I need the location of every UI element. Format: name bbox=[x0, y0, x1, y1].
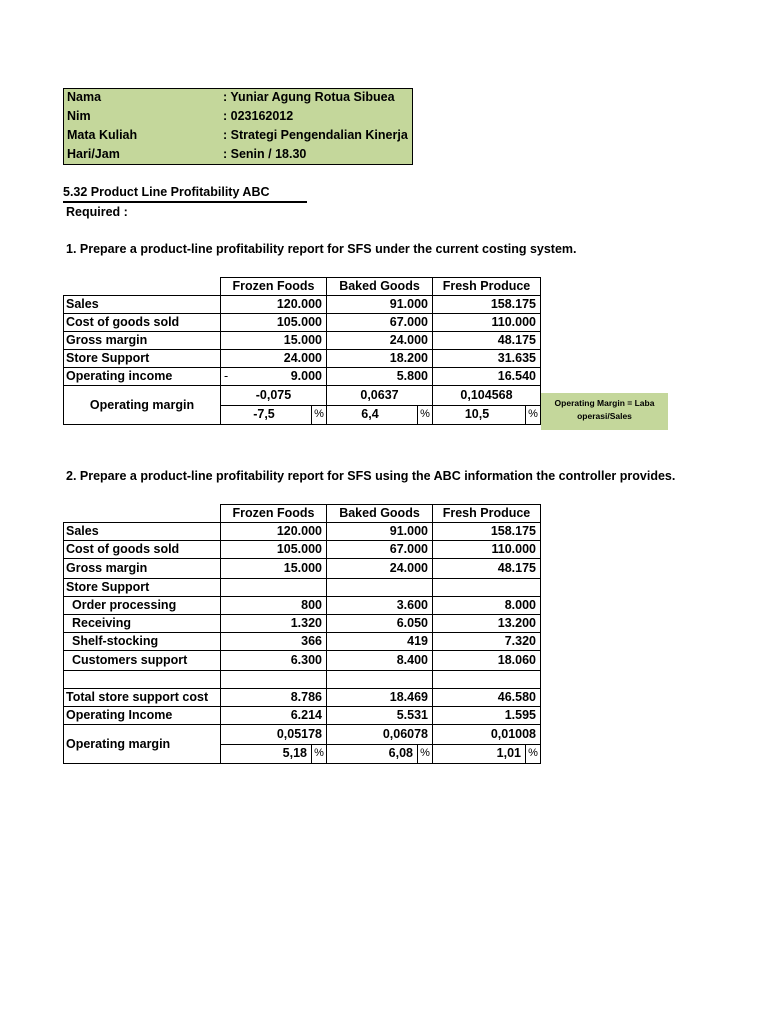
cell-value: 120.000 bbox=[221, 523, 327, 541]
cell-value: 91.000 bbox=[327, 296, 433, 314]
table-row bbox=[64, 651, 541, 671]
cell-value: 8.400 bbox=[327, 651, 433, 671]
table-row bbox=[64, 559, 541, 579]
cell-value: 24.000 bbox=[327, 332, 433, 350]
cell-value: 158.175 bbox=[433, 296, 541, 314]
info-row-mata-kuliah bbox=[64, 127, 412, 146]
row-label: Store Support bbox=[64, 350, 221, 368]
margin-cell bbox=[433, 725, 541, 764]
row-label: Gross margin bbox=[64, 559, 221, 579]
cell-value: 18.200 bbox=[327, 350, 433, 368]
cell-value: 5.800 bbox=[327, 368, 433, 386]
margin-percent: -7,5 bbox=[221, 406, 312, 424]
cell-number: 9.000 bbox=[290, 369, 322, 383]
info-row-nama bbox=[64, 89, 412, 108]
cell-value: 13.200 bbox=[433, 615, 541, 633]
cell-value: 15.000 bbox=[221, 332, 327, 350]
table-row bbox=[64, 314, 541, 332]
table-row bbox=[64, 689, 541, 707]
row-label: Operating margin bbox=[64, 725, 221, 764]
margin-percent: 10,5 bbox=[433, 406, 526, 424]
percent-sign: % bbox=[528, 747, 538, 759]
margin-ratio: -0,075 bbox=[221, 386, 326, 406]
cell-value: 24.000 bbox=[221, 350, 327, 368]
cell-value: 8.000 bbox=[433, 597, 541, 615]
table-row bbox=[64, 707, 541, 725]
cell-value: 67.000 bbox=[327, 314, 433, 332]
margin-ratio: 0,06078 bbox=[327, 725, 432, 745]
row-label: Receiving bbox=[64, 615, 221, 633]
cell-value: 105.000 bbox=[221, 541, 327, 559]
row-label: Total store support cost bbox=[64, 689, 221, 707]
percent-sign: % bbox=[420, 747, 430, 759]
cell-value: 48.175 bbox=[433, 559, 541, 579]
table-row bbox=[64, 296, 541, 314]
cell-value: 16.540 bbox=[433, 368, 541, 386]
cell-value: 120.000 bbox=[221, 296, 327, 314]
column-header: Frozen Foods bbox=[221, 278, 327, 296]
cell-value: 366 bbox=[221, 633, 327, 651]
row-label: Cost of goods sold bbox=[64, 541, 221, 559]
table-row bbox=[64, 368, 541, 386]
margin-ratio: 0,0637 bbox=[327, 386, 432, 406]
margin-ratio: 0,104568 bbox=[433, 386, 540, 406]
info-value: : 023162012 bbox=[223, 109, 294, 123]
table-row bbox=[64, 633, 541, 651]
cell-value: 15.000 bbox=[221, 559, 327, 579]
table-row-empty bbox=[64, 671, 541, 689]
margin-cell bbox=[221, 725, 327, 764]
operating-margin-note: Operating Margin = Laba operasi/Sales bbox=[541, 393, 668, 430]
cell-value: 110.000 bbox=[433, 541, 541, 559]
cell-value: 3.600 bbox=[327, 597, 433, 615]
cell-value: 6.300 bbox=[221, 651, 327, 671]
info-row-nim bbox=[64, 108, 412, 127]
row-label: Shelf-stocking bbox=[64, 633, 221, 651]
cell-value: 158.175 bbox=[433, 523, 541, 541]
table-row bbox=[64, 350, 541, 368]
table-row bbox=[64, 615, 541, 633]
percent-sign: % bbox=[314, 747, 324, 759]
percent-sign: % bbox=[420, 408, 430, 420]
column-header: Baked Goods bbox=[327, 278, 433, 296]
cell-value: 7.320 bbox=[433, 633, 541, 651]
info-label: Mata Kuliah bbox=[67, 128, 138, 142]
cell-value: 419 bbox=[327, 633, 433, 651]
question-1: 1. Prepare a product-line profitability report for SFS under the current costing system. bbox=[66, 242, 577, 256]
row-label: Store Support bbox=[64, 579, 221, 597]
column-header: Fresh Produce bbox=[433, 278, 541, 296]
row-label: Customers support bbox=[64, 651, 221, 671]
cell-value: 24.000 bbox=[327, 559, 433, 579]
cell-value: 91.000 bbox=[327, 523, 433, 541]
cell-value: 1.320 bbox=[221, 615, 327, 633]
row-label: Operating Income bbox=[64, 707, 221, 725]
cell-value: 18.469 bbox=[327, 689, 433, 707]
margin-percent: 5,18 bbox=[221, 745, 312, 763]
column-header: Baked Goods bbox=[327, 505, 433, 523]
profitability-table-current bbox=[63, 277, 541, 425]
operating-margin-row bbox=[64, 725, 541, 764]
percent-sign: % bbox=[528, 408, 538, 420]
margin-cell bbox=[327, 725, 433, 764]
student-info-box bbox=[63, 88, 413, 165]
row-label: Sales bbox=[64, 296, 221, 314]
section-title: 5.32 Product Line Profitability ABC bbox=[63, 185, 270, 199]
margin-percent: 6,08 bbox=[327, 745, 418, 763]
question-2: 2. Prepare a product-line profitability report for SFS using the ABC information the controller provides. bbox=[66, 469, 676, 483]
row-label: Order processing bbox=[64, 597, 221, 615]
cell-value: 18.060 bbox=[433, 651, 541, 671]
row-label: Cost of goods sold bbox=[64, 314, 221, 332]
cell-value: 800 bbox=[221, 597, 327, 615]
info-label: Nama bbox=[67, 90, 102, 104]
row-label: Operating margin bbox=[64, 386, 221, 425]
cell-value bbox=[221, 368, 327, 386]
table-header-row bbox=[64, 505, 541, 523]
margin-ratio: 0,05178 bbox=[221, 725, 326, 745]
cell-value: 31.635 bbox=[433, 350, 541, 368]
table-row bbox=[64, 332, 541, 350]
margin-cell bbox=[433, 386, 541, 425]
table-header-row bbox=[64, 278, 541, 296]
margin-ratio: 0,01008 bbox=[433, 725, 540, 745]
row-label: Gross margin bbox=[64, 332, 221, 350]
cell-value: 67.000 bbox=[327, 541, 433, 559]
negative-prefix: - bbox=[224, 369, 229, 383]
margin-percent: 6,4 bbox=[327, 406, 418, 424]
margin-percent: 1,01 bbox=[433, 745, 526, 763]
cell-value: 6.050 bbox=[327, 615, 433, 633]
info-value: : Senin / 18.30 bbox=[223, 147, 307, 161]
info-label: Nim bbox=[67, 109, 91, 123]
cell-value: 110.000 bbox=[433, 314, 541, 332]
table-row bbox=[64, 597, 541, 615]
column-header: Fresh Produce bbox=[433, 505, 541, 523]
info-label: Hari/Jam bbox=[67, 147, 120, 161]
required-label: Required : bbox=[66, 205, 128, 219]
percent-sign: % bbox=[314, 408, 324, 420]
table-row bbox=[64, 523, 541, 541]
row-label: Operating income bbox=[64, 368, 221, 386]
cell-value: 5.531 bbox=[327, 707, 433, 725]
cell-value: 48.175 bbox=[433, 332, 541, 350]
cell-value: 1.595 bbox=[433, 707, 541, 725]
margin-cell bbox=[221, 386, 327, 425]
row-label: Sales bbox=[64, 523, 221, 541]
operating-margin-row bbox=[64, 386, 541, 425]
info-row-hari-jam bbox=[64, 146, 412, 165]
table-row bbox=[64, 541, 541, 559]
profitability-table-abc bbox=[63, 504, 541, 764]
column-header: Frozen Foods bbox=[221, 505, 327, 523]
cell-value: 8.786 bbox=[221, 689, 327, 707]
info-value: : Strategi Pengendalian Kinerja bbox=[223, 128, 408, 142]
cell-value: 105.000 bbox=[221, 314, 327, 332]
table-row bbox=[64, 579, 541, 597]
margin-cell bbox=[327, 386, 433, 425]
cell-value: 46.580 bbox=[433, 689, 541, 707]
cell-value: 6.214 bbox=[221, 707, 327, 725]
info-value: : Yuniar Agung Rotua Sibuea bbox=[223, 90, 395, 104]
